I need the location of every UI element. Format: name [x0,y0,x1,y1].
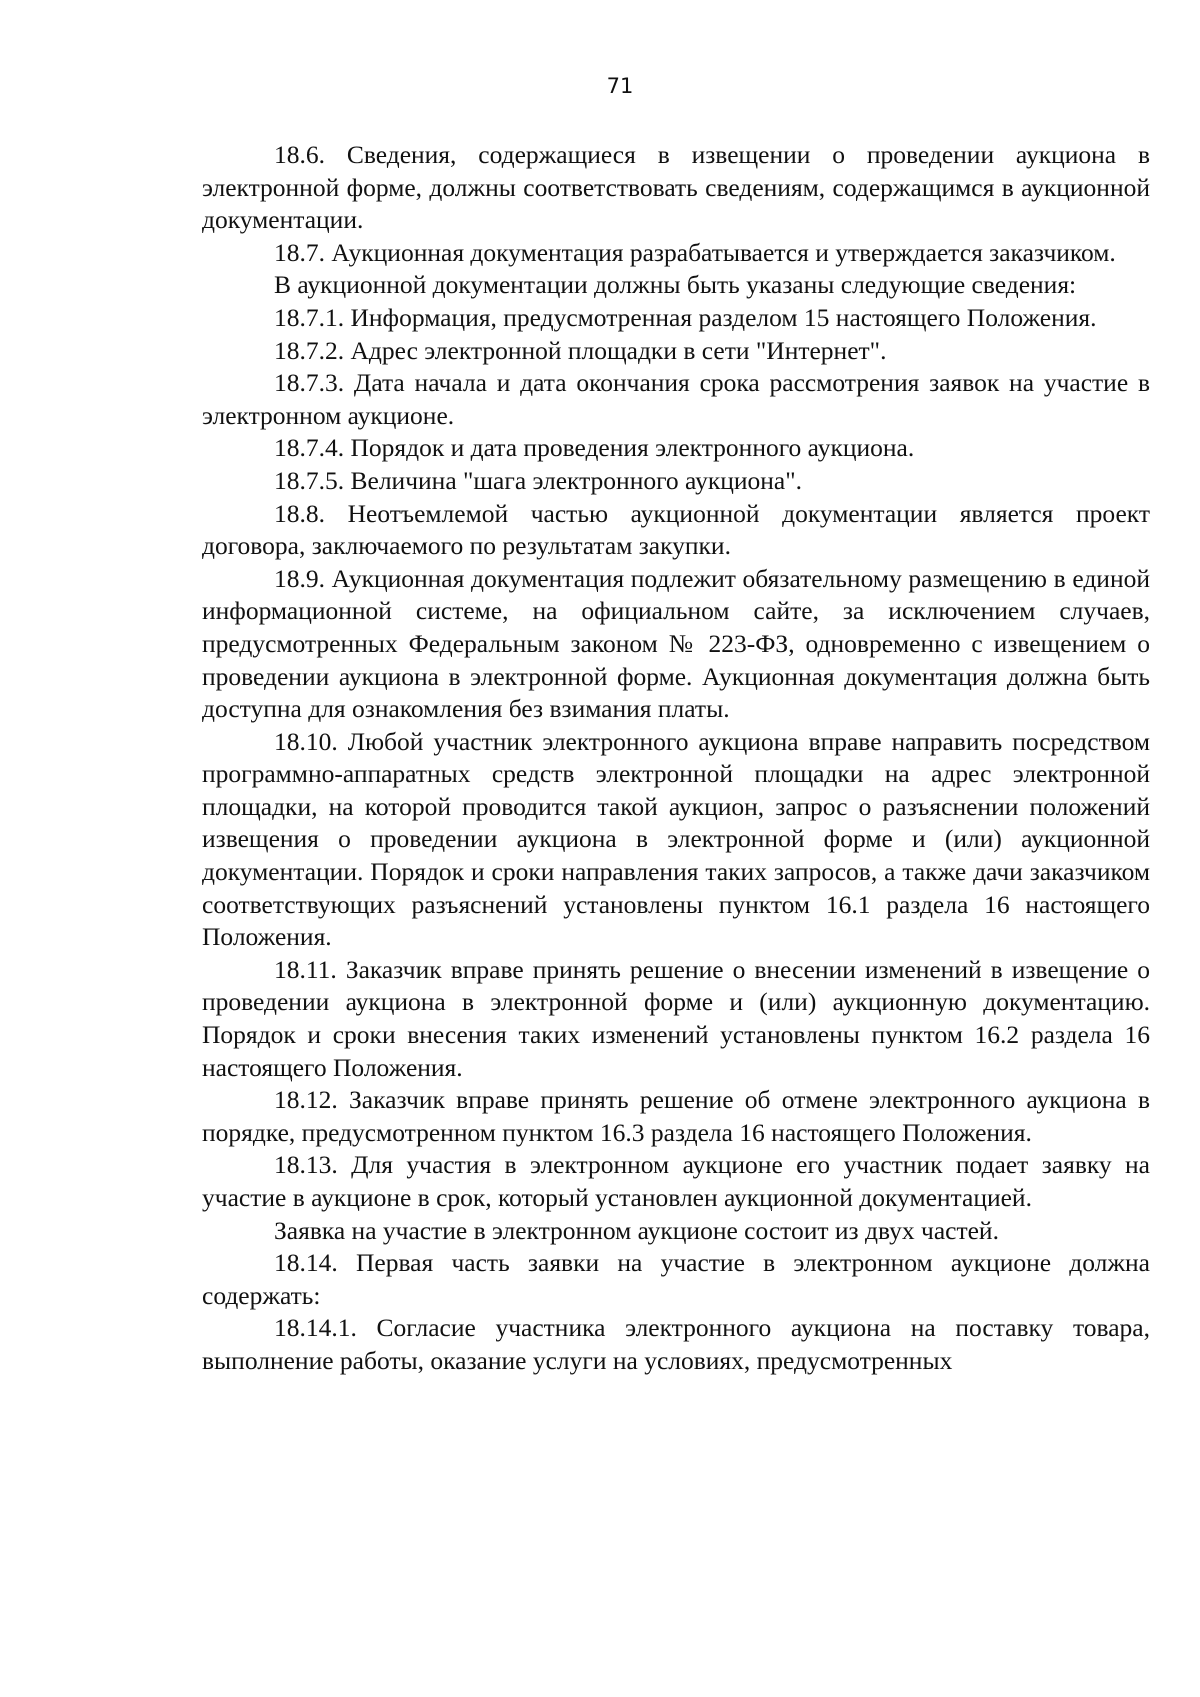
paragraph-18-7-4: 18.7.4. Порядок и дата проведения электронного аукциона. [274,433,915,463]
paragraph-18-6: 18.6. Сведения, содержащиеся в извещении о проведении аукциона в электронной форме, должны соответствовать сведениям, содержащимся в аукционной документации. [202,140,1150,235]
document-body [202,139,1150,1378]
paragraph-18-9: 18.9. Аукционная документация подлежит обязательному размещению в единой информационной системе, на официальном сайте, за исключением случаев, предусмотренных Федеральным законом № 223-ФЗ, одновременно с извещением о проведении аукциона в электронной форме. Аукционная документация должна быть доступна для ознакомления без взимания платы. [202,563,1150,724]
paragraph-18-7-3: 18.7.3. Дата начала и дата окончания срока рассмотрения заявок на участие в электронном аукционе. [202,368,1150,430]
paragraph-18-13: 18.13. Для участия в электронном аукционе его участник подает заявку на участие в аукционе в срок, который установлен аукционной документацией. [202,1150,1150,1212]
paragraph-18-7-1: 18.7.1. Информация, предусмотренная разделом 15 настоящего Положения. [274,302,1097,332]
paragraph-18-10: 18.10. Любой участник электронного аукциона вправе направить посредством программно-аппаратных средств электронной площадки на адрес электронной площадки, на которой проводится такой аукцион, запрос о разъяснении положений извещения о проведении аукциона в электронной форме и (или) аукционной документации. Порядок и сроки направления таких запросов, а также дачи заказчиком соответствующих разъяснений установлены пунктом 16.1 раздела 16 настоящего Положения. [202,726,1150,952]
page-number: 71 [606,74,634,98]
paragraph-18-7-intro: В аукционной документации должны быть указаны следующие сведения: [274,270,1077,300]
paragraph-18-12: 18.12. Заказчик вправе принять решение об отмене электронного аукциона в порядке, предусмотренном пунктом 16.3 раздела 16 настоящего Положения. [202,1085,1150,1147]
paragraph-18-14: 18.14. Первая часть заявки на участие в электронном аукционе должна содержать: [202,1248,1150,1310]
paragraph-18-14-1: 18.14.1. Согласие участника электронного аукциона на поставку товара, выполнение работы, оказание услуги на условиях, предусмотренных [202,1313,1150,1375]
paragraph-18-7: 18.7. Аукционная документация разрабатывается и утверждается заказчиком. [274,237,1116,267]
paragraph-18-7-5: 18.7.5. Величина "шага электронного аукциона". [274,465,803,495]
paragraph-18-11: 18.11. Заказчик вправе принять решение о внесении изменений в извещение о проведении аукциона в электронной форме и (или) аукционную документацию. Порядок и сроки внесения таких изменений установлены пунктом 16.2 раздела 16 настоящего Положения. [202,954,1150,1082]
paragraph-18-13-note: Заявка на участие в электронном аукционе состоит из двух частей. [274,1215,999,1245]
paragraph-18-7-2: 18.7.2. Адрес электронной площадки в сети "Интернет". [274,335,887,365]
paragraph-18-8: 18.8. Неотъемлемой частью аукционной документации является проект договора, заключаемого по результатам закупки. [202,498,1150,561]
